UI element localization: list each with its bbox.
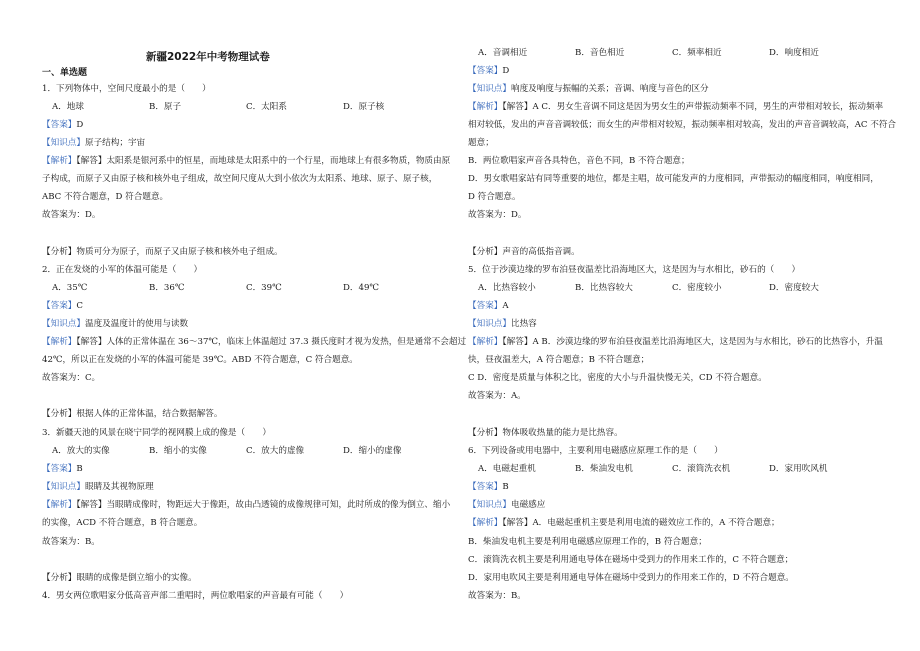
analysis-line: 的实像，ACD 不符合题意，B 符合题意。 bbox=[42, 518, 203, 528]
analysis-line: B．两位歌唱家声音各具特色，音色不同，B 不符合题意； bbox=[468, 156, 690, 166]
options-row bbox=[42, 283, 442, 294]
question-stem: 6．下列设备或用电器中，主要利用电磁感应原理工作的是（ ） bbox=[468, 446, 723, 456]
conclusion-line: 故答案为：B。 bbox=[468, 591, 526, 601]
analysis-tag: 【解析】 bbox=[42, 500, 77, 510]
kp-text: 眼睛及其视物原理 bbox=[84, 482, 154, 492]
option-b: B．柴油发电机 bbox=[575, 464, 633, 474]
analysis-line: 相对较低，发出的声音音调较低；而女生的声带相对较短，振动频率相对较高，发出的声音音调较高，AC 不符合 bbox=[468, 120, 897, 130]
analysis-line: C D．密度是质量与体积之比，密度的大小与升温快慢无关，CD 不符合题意。 bbox=[468, 373, 767, 383]
kp-text: 电磁感应 bbox=[510, 500, 546, 510]
answer-tag: 【答案】 bbox=[468, 301, 503, 311]
question-stem: 1．下列物体中，空间尺度最小的是（ ） bbox=[42, 84, 211, 94]
analysis-line bbox=[468, 102, 883, 113]
option-a: A．比热容较小 bbox=[478, 283, 536, 293]
fenxi-line: 【分析】眼睛的成像是倒立缩小的实像。 bbox=[42, 573, 197, 583]
fenxi-line: 【分析】物质可分为原子，而原子又由原子核和核外电子组成。 bbox=[42, 247, 283, 257]
option-c: C．密度较小 bbox=[672, 283, 722, 293]
answer-value: A bbox=[502, 301, 509, 311]
analysis-text: 【解答】人体的正常体温在 36～37℃，临床上体温超过 37.3 摄氏度时才视为发热，但是通常不会超过 bbox=[76, 337, 467, 347]
options-row bbox=[468, 48, 868, 59]
answer-value: D bbox=[502, 66, 510, 76]
option-d: D．49℃ bbox=[343, 283, 380, 293]
analysis-tag: 【解析】 bbox=[42, 156, 77, 166]
answer-tag: 【答案】 bbox=[42, 120, 77, 130]
option-b: B．比热容较大 bbox=[575, 283, 633, 293]
option-d: D．密度较大 bbox=[769, 283, 819, 293]
answer-line bbox=[42, 464, 83, 475]
kp-tag: 【知识点】 bbox=[468, 500, 511, 510]
analysis-line bbox=[468, 518, 780, 529]
analysis-line: 子构成，而原子又由原子核和核外电子组成，故空间尺度从大到小依次为太阳系、地球、原子、原子核， bbox=[42, 174, 438, 184]
analysis-line bbox=[42, 500, 450, 511]
knowledge-point-line bbox=[468, 319, 537, 330]
option-b: B．音色相近 bbox=[575, 48, 625, 58]
question-stem: 2．正在发烧的小军的体温可能是（ ） bbox=[42, 265, 203, 275]
options-row bbox=[42, 446, 442, 457]
knowledge-point-line bbox=[468, 84, 709, 95]
question-stem: 5．位于沙漠边缘的罗布泊昼夜温差比沿海地区大，这是因为与水相比，砂石的（ ） bbox=[468, 265, 801, 275]
analysis-line: 快，昼夜温差大，A 符合题意；B 不符合题意； bbox=[468, 355, 650, 365]
option-a: A．音调相近 bbox=[478, 48, 528, 58]
answer-tag: 【答案】 bbox=[468, 482, 503, 492]
kp-text: 比热容 bbox=[510, 319, 537, 329]
option-a: A．放大的实像 bbox=[52, 446, 110, 456]
kp-text: 温度及温度计的使用与读数 bbox=[84, 319, 189, 329]
option-b: B．36℃ bbox=[149, 283, 185, 293]
kp-tag: 【知识点】 bbox=[42, 319, 85, 329]
answer-line bbox=[42, 120, 83, 131]
question-stem: 3．新疆天池的风景在晓宁同学的视网膜上成的像是（ ） bbox=[42, 428, 271, 438]
kp-tag: 【知识点】 bbox=[468, 84, 511, 94]
analysis-line: 42℃，所以正在发烧的小军的体温可能是 39℃。ABD 不符合题意，C 符合题意。 bbox=[42, 355, 358, 365]
analysis-line: 题意； bbox=[468, 138, 494, 148]
answer-line bbox=[468, 482, 509, 493]
analysis-text: 【解答】A．电磁起重机主要是利用电流的磁效应工作的，A 不符合题意； bbox=[502, 518, 780, 528]
analysis-text: 【解答】A B．沙漠边缘的罗布泊昼夜温差比沿海地区大，这是因为与水相比，砂石的比热容小，升温 bbox=[502, 337, 883, 347]
option-c: C．39℃ bbox=[246, 283, 282, 293]
section-heading: 一、单选题 bbox=[42, 68, 88, 78]
option-c: C．放大的虚像 bbox=[246, 446, 305, 456]
conclusion-line: 故答案为：D。 bbox=[468, 210, 527, 220]
options-row bbox=[468, 283, 868, 294]
kp-text: 响度及响度与振幅的关系；音调、响度与音色的区分 bbox=[510, 84, 709, 94]
answer-line bbox=[468, 66, 509, 77]
kp-text: 原子结构；宇宙 bbox=[84, 138, 146, 148]
conclusion-line: 故答案为：C。 bbox=[42, 373, 101, 383]
answer-value: B bbox=[502, 482, 509, 492]
option-b: B．缩小的实像 bbox=[149, 446, 207, 456]
option-c: C．滚筒洗衣机 bbox=[672, 464, 731, 474]
analysis-line bbox=[42, 156, 450, 167]
analysis-tag: 【解析】 bbox=[468, 518, 503, 528]
analysis-tag: 【解析】 bbox=[468, 337, 503, 347]
knowledge-point-line bbox=[42, 319, 188, 330]
fenxi-line: 【分析】根据人体的正常体温，结合数据解答。 bbox=[42, 409, 223, 419]
knowledge-point-line bbox=[468, 500, 545, 511]
answer-value: B bbox=[76, 464, 83, 474]
answer-value: D bbox=[76, 120, 84, 130]
analysis-line: C．滚筒洗衣机主要是利用通电导体在磁场中受到力的作用来工作的，C 不符合题意； bbox=[468, 555, 794, 565]
option-a: A．地球 bbox=[52, 102, 84, 112]
analysis-line: D．男女歌唱家站有同等重要的地位，都是主唱，故可能发声的力度相同，声带振动的幅度相同，响度相同， bbox=[468, 174, 879, 184]
conclusion-line: 故答案为：A。 bbox=[468, 391, 526, 401]
answer-tag: 【答案】 bbox=[468, 66, 503, 76]
analysis-line: ABC 不符合题意，D 符合题意。 bbox=[42, 192, 169, 202]
option-d: D．家用吹风机 bbox=[769, 464, 828, 474]
conclusion-line: 故答案为：D。 bbox=[42, 210, 101, 220]
analysis-line: D 符合题意。 bbox=[468, 192, 521, 202]
analysis-line: B．柴油发电机主要是利用电磁感应原理工作的，B 符合题意； bbox=[468, 537, 707, 547]
option-c: C．频率相近 bbox=[672, 48, 722, 58]
option-a: A．电磁起重机 bbox=[478, 464, 536, 474]
option-d: D．原子核 bbox=[343, 102, 385, 112]
kp-tag: 【知识点】 bbox=[42, 138, 85, 148]
analysis-line: D．家用电吹风主要是利用通电导体在磁场中受到力的作用来工作的，D 不符合题意。 bbox=[468, 573, 794, 583]
kp-tag: 【知识点】 bbox=[42, 482, 85, 492]
analysis-tag: 【解析】 bbox=[468, 102, 503, 112]
answer-line bbox=[468, 301, 509, 312]
paper-title: 新疆2022年中考物理试卷 bbox=[146, 51, 270, 63]
option-d: D．缩小的虚像 bbox=[343, 446, 402, 456]
options-row bbox=[468, 464, 868, 475]
question-stem: 4．男女两位歌唱家分低高音声部二重唱时，两位歌唱家的声音最有可能（ ） bbox=[42, 591, 349, 601]
conclusion-line: 故答案为：B。 bbox=[42, 537, 100, 547]
option-a: A．35℃ bbox=[52, 283, 88, 293]
analysis-tag: 【解析】 bbox=[42, 337, 77, 347]
answer-tag: 【答案】 bbox=[42, 464, 77, 474]
option-b: B．原子 bbox=[149, 102, 182, 112]
analysis-text: 【解答】太阳系是银河系中的恒星，而地球是太阳系中的一个行星，而地球上有很多物质，物质由原 bbox=[76, 156, 451, 166]
knowledge-point-line bbox=[42, 138, 145, 149]
answer-value: C bbox=[76, 301, 83, 311]
analysis-line bbox=[42, 337, 466, 348]
knowledge-point-line bbox=[42, 482, 154, 493]
answer-tag: 【答案】 bbox=[42, 301, 77, 311]
analysis-text: 【解答】当眼睛成像时，物距远大于像距，故由凸透镜的成像规律可知，此时所成的像为倒立、缩小 bbox=[76, 500, 451, 510]
options-row bbox=[42, 102, 442, 113]
fenxi-line: 【分析】声音的高低指音调。 bbox=[468, 247, 580, 257]
option-c: C．太阳系 bbox=[246, 102, 287, 112]
answer-line bbox=[42, 301, 83, 312]
kp-tag: 【知识点】 bbox=[468, 319, 511, 329]
analysis-text: 【解答】A C．男女生音调不同这是因为男女生的声带振动频率不同，男生的声带相对较长，振动频率 bbox=[502, 102, 884, 112]
fenxi-line: 【分析】物体吸收热量的能力是比热容。 bbox=[468, 428, 623, 438]
analysis-line bbox=[468, 337, 883, 348]
option-d: D．响度相近 bbox=[769, 48, 819, 58]
